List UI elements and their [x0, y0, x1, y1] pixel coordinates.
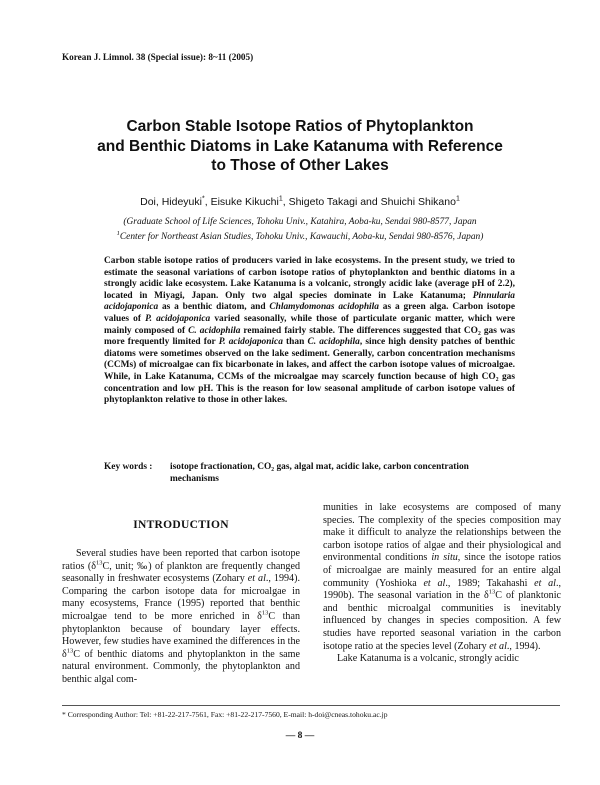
body-column-left [62, 548, 300, 687]
author-conjunction: and [357, 196, 381, 208]
abstract-text: remained fairly stable. The differences suggested that CO₂ gas was more frequently limited for [104, 325, 515, 348]
author-name: Shuichi Shikano [380, 196, 456, 208]
affiliation-mark: 1 [116, 229, 120, 237]
author-separator: , [204, 196, 211, 208]
abstract [104, 256, 515, 407]
body-text: Several studies have been reported that carbon isotope ratios (δ [62, 548, 300, 572]
affiliation-2 [40, 229, 560, 242]
affiliation-mark: 1 [455, 195, 460, 203]
intro-paragraph-2 [323, 502, 561, 653]
author-name: Shigeto Takagi [288, 196, 358, 208]
article-title [40, 117, 560, 176]
body-text: ., 1990b). The seasonal variation in the δ [323, 577, 561, 602]
italic-text: et al [489, 640, 507, 652]
species-name: Chlamydomonas acidophila [269, 302, 379, 313]
italic-text: in situ [431, 552, 458, 564]
corresponding-author-footnote: * Corresponding Author: Tel: +81-22-217-7561, Fax: +81-22-217-7560, E-mail: h-doi@cneas.tohoku.ac.jp [62, 710, 388, 719]
author-name: Eisuke Kikuchi [210, 196, 279, 208]
body-column-right [323, 502, 561, 666]
abstract-text: than [282, 337, 308, 348]
body-text: ., 1989; Takahashi [445, 577, 535, 589]
species-name: P. acidojaponica [218, 337, 283, 348]
author-name: Doi, Hideyuki [140, 196, 202, 208]
abstract-text: varied seasonally, while those of particulate organic matter, which were mainly composed of [104, 313, 516, 336]
intro-paragraph-3: Lake Katanuma is a volcanic, strongly acidic [337, 653, 519, 665]
body-text: munities in lake ecosystems are composed of many species. The complexity of the species composition may make it difficult to analyze the relationships between the carbon isotope ratios of algae and their physiological and environmental conditions [323, 502, 561, 564]
intro-paragraph-1 [62, 548, 300, 687]
superscript: 13 [96, 559, 103, 567]
corresponding-mark: * [201, 195, 205, 203]
body-text: C than phytoplankton because of boundary layer effects. However, few studies have examined the differences in the δ [62, 610, 300, 660]
keywords [104, 462, 515, 485]
section-heading: INTRODUCTION [133, 519, 229, 531]
species-name: C. acidophila [188, 325, 241, 336]
superscript: 13 [261, 609, 269, 617]
title-line: Carbon Stable Isotope Ratios of Phytoplankton [126, 118, 474, 135]
species-name: C. acidophila [307, 337, 360, 348]
author-list [40, 196, 560, 208]
footnote-divider [62, 705, 560, 706]
affiliation-mark: 1 [278, 195, 283, 203]
journal-header: Korean J. Limnol. 38 (Special issue): 8~11 (2005) [62, 52, 254, 62]
body-text: ., 1994). Comparing the carbon isotope data for microalgae in many ecosystems, France (1995) reported that benthic microalgae tend to be more enriched in δ [62, 573, 300, 622]
abstract-text: as a green alga. Carbon isotope values of [104, 302, 515, 324]
species-name: Pinnularia acidojaponica [104, 290, 515, 313]
superscript: 13 [66, 647, 74, 655]
abstract-text: as a benthic diatom, and [158, 302, 270, 313]
italic-text: et al [423, 577, 446, 589]
abstract-text: Carbon stable isotope ratios of producers varied in lake ecosystems. In the present study, we tried to estimate the seasonal variations of carbon isotope ratios of phytoplankton and benthic diatoms in a strongly acidic lake ecosystem. Lake Katanuma is a volcanic, strongly acidic lake (average pH of 2.2), located in Miyagi, Japan. Only two algal species dominate in Lake Katanuma; [104, 256, 515, 301]
author-separator: , [282, 196, 289, 208]
italic-text: et al [534, 577, 556, 589]
title-line: to Those of Other Lakes [211, 157, 389, 174]
abstract-text: , since high density patches of benthic diatoms were sometimes observed on the lake sediment. Generally, carbon concentration mechanisms (CCMs) of microalgae can fix bicarbonate in lakes, and affect the carbon isotope values of microalgae. While, in Lake Katanuma, CCMs of the microalgae may scarcely function because of high CO₂ gas concentration and low pH. This is the reason for low seasonal amplitude of carbon isotope values of phytoplankton relative to those in other lakes. [104, 337, 516, 406]
body-text: C of planktonic and benthic microalgal communities is inevitably influenced by changes in species composition. A few studies have reported seasonal variation in the carbon isotope ratio at the species level (Zohary [323, 590, 562, 652]
italic-text: et al [247, 573, 266, 585]
affiliation-1: (Graduate School of Life Sciences, Tohoku Univ., Katahira, Aoba-ku, Sendai 980-8577, Japan [123, 217, 477, 227]
affiliation-text: Center for Northeast Asian Studies, Tohoku Univ., Kawauchi, Aoba-ku, Sendai 980-8576, Japan) [119, 232, 484, 242]
body-text: ., 1994). [506, 640, 541, 652]
body-text: C of benthic diatoms and phytoplankton in the same natural environment. Commonly, the phytoplankton and benthic algal com- [62, 648, 300, 685]
species-name: P. acidojaponica [145, 313, 211, 324]
page-number: — 8 — [285, 731, 315, 741]
body-text: , since the isotope ratios of microalgae are mainly measured for an entire algal community (Yoshioka [323, 552, 561, 589]
keywords-label: Key words : [104, 462, 153, 472]
body-text: C, unit; ‰) of plankton are frequently changed seasonally in freshwater ecosystems (Zohary [62, 560, 300, 585]
superscript: 13 [488, 588, 496, 596]
keywords-text: isotope fractionation, CO₂ gas, algal mat, acidic lake, carbon concentration mechanisms [170, 462, 469, 484]
title-line: and Benthic Diatoms in Lake Katanuma with Reference [97, 137, 503, 155]
